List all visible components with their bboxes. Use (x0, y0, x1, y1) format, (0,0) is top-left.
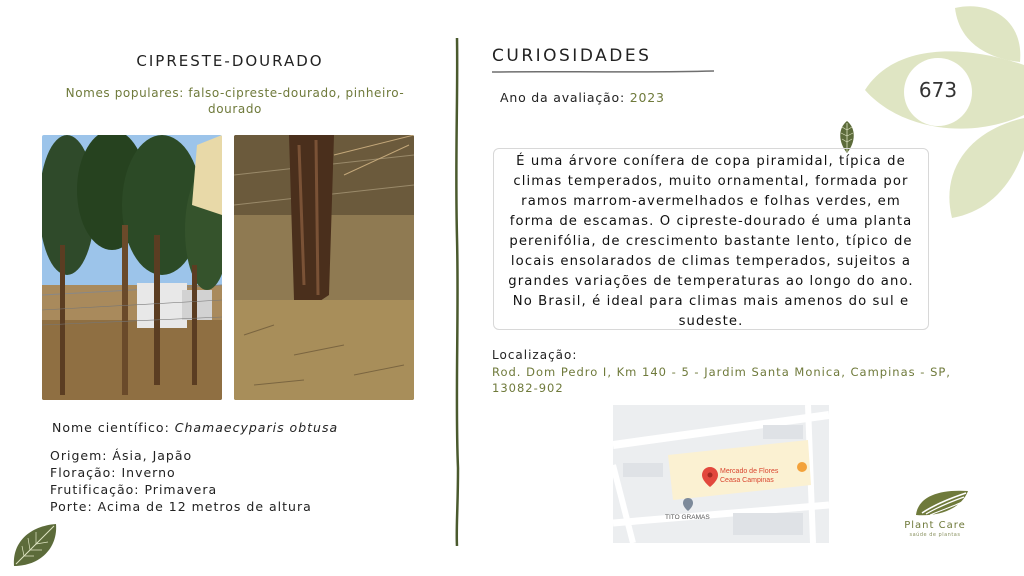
plant-title: CIPRESTE-DOURADO (136, 52, 324, 70)
page-number: 673 (918, 78, 958, 102)
evaluation-year (500, 90, 665, 105)
curiosities-title: CURIOSIDADES (492, 46, 652, 66)
location-address: Rod. Dom Pedro I, Km 140 - 5 - Jardim Santa Monica, Campinas - SP, 13082-902 (492, 365, 951, 395)
description-box: É uma árvore conífera de copa piramidal, típica de climas temperados, muito ornamental, formada por ramos marrom-avermelhados e folhas verdes, em forma de escamas. O cipreste-dourado é uma planta perenifólia, de crescimento bastante lento, típico de locais ensolarados de climas temperados, sujeitos a grandes variações de temperaturas ao longo do ano. No Brasil, é ideal para climas mais amenos do sul e sudeste. (493, 148, 929, 330)
map-place-line1: Mercado de Flores (720, 468, 779, 475)
popular-names: Nomes populares: falso-cipreste-dourado, pinheiro-dourado (65, 86, 405, 116)
map-poi-icon (797, 462, 807, 472)
leaf-shape-bottom (949, 118, 1024, 218)
bottom-leaf-icon (10, 522, 60, 570)
title-underline (492, 69, 714, 75)
tree-photo (42, 135, 222, 400)
map-place-line2: Ceasa Campinas (720, 477, 774, 484)
brand-logo-icon (914, 487, 970, 519)
scientific-name (52, 420, 338, 435)
fact-fruiting: Frutificação: Primavera (50, 482, 218, 497)
fact-size: Porte: Acima de 12 metros de altura (50, 499, 312, 514)
fact-origin: Origem: Ásia, Japão (50, 448, 193, 463)
evaluation-year-label: Ano da avaliação: (500, 90, 630, 105)
evaluation-year-value: 2023 (629, 90, 665, 105)
scientific-name-label: Nome científico: (52, 420, 175, 435)
map-nearby-label: TITO GRAMAS (665, 514, 710, 521)
brand-tagline: saúde de plantas (909, 532, 961, 538)
trunk-photo (234, 135, 414, 400)
fact-flowering: Floração: Inverno (50, 465, 176, 480)
plant-facts (50, 447, 312, 515)
brand-name: Plant Care (904, 520, 966, 531)
scientific-name-value: Chamaecyparis obtusa (174, 420, 339, 435)
location-map[interactable] (613, 405, 829, 543)
location-label: Localização: (492, 348, 578, 362)
vertical-divider (452, 38, 462, 546)
